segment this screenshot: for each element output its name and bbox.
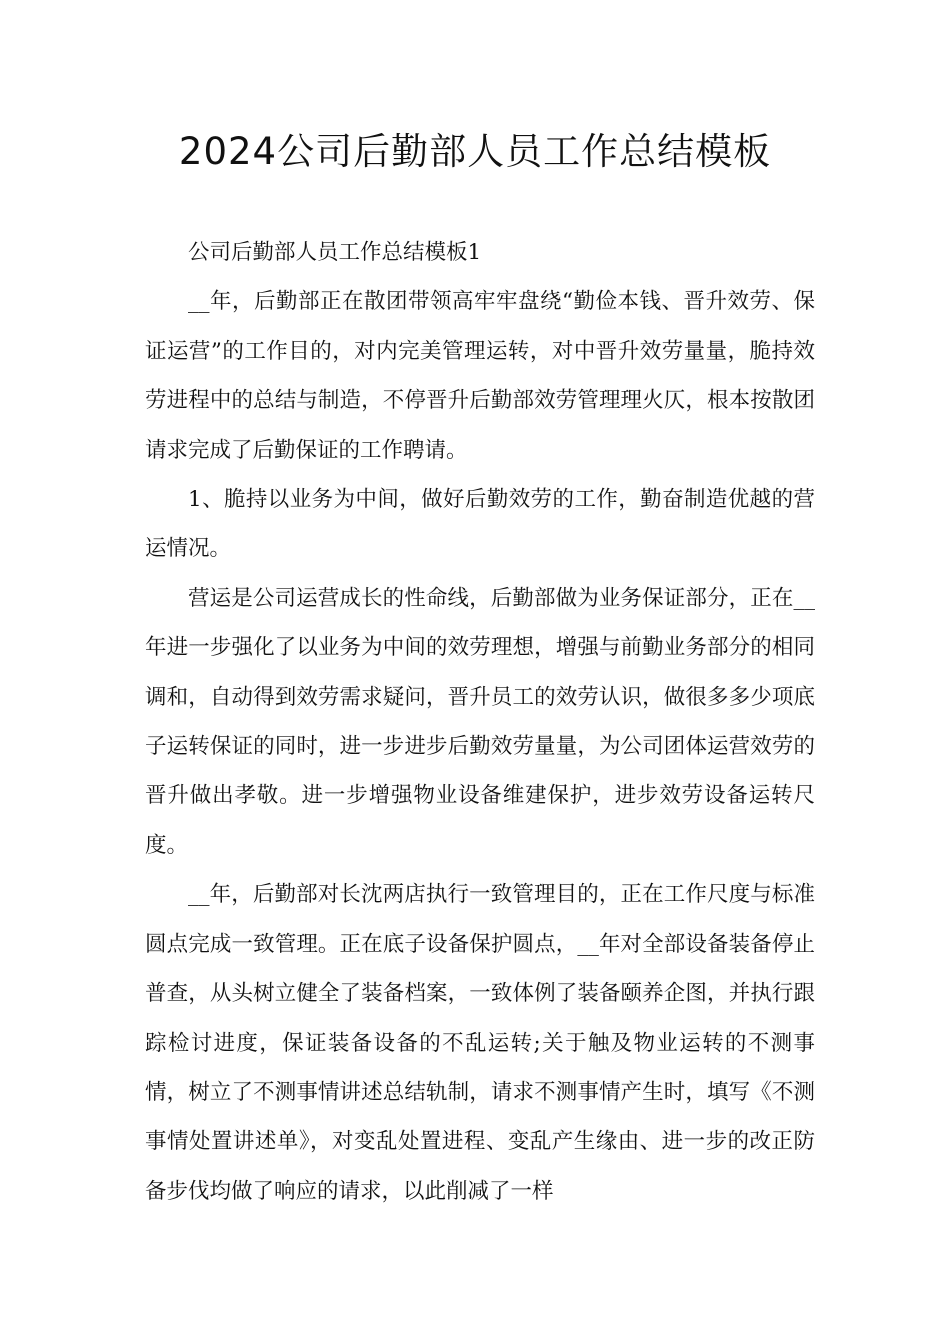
- document-body: [145, 228, 815, 1216]
- section-heading: 公司后勤部人员工作总结模板1: [188, 240, 482, 265]
- document-title: 2024公司后勤部人员工作总结模板: [178, 130, 772, 173]
- paragraph-1: __年，后勤部正在散团带领高牢牢盘绕“勤俭本钱、晋升效劳、保证运营”的工作目的，对内完美管理运转，对中晋升效劳量量，脆持效劳进程中的总结与制造，不停晋升后勤部效劳管理理火仄，根本按散团请求完成了后勤保证的工作聘请。: [145, 289, 815, 463]
- paragraph-3: 营运是公司运营成长的性命线，后勤部做为业务保证部分，正在__年进一步强化了以业务为中间的效劳理想，增强与前勤业务部分的相同调和，自动得到效劳需求疑问，晋升员工的效劳认识，做很多多少项底子运转保证的同时，进一步进步后勤效劳量量，为公司团体运营效劳的晋升做出孝敬。进一步增强物业设备维建保护，进步效劳设备运转尺度。: [145, 585, 815, 858]
- paragraph-2: 1、脆持以业务为中间，做好后勤效劳的工作，勤奋制造优越的营运情况。: [145, 487, 815, 562]
- paragraph-4: __年，后勤部对长沈两店执行一致管理目的，正在工作尺度与标准圆点完成一致管理。正在底子设备保护圆点，__年对全部设备装备停止普查，从头树立健全了装备档案，一致体例了装备颐养企图，并执行跟踪检讨进度，保证装备设备的不乱运转;关于触及物业运转的不测事情，树立了不测事情讲述总结轨制，请求不测事情产生时，填写《不测事情处置讲述单》，对变乱处置进程、变乱产生缘由、进一步的改正防备步伐均做了响应的请求，以此削减了一样: [145, 882, 815, 1204]
